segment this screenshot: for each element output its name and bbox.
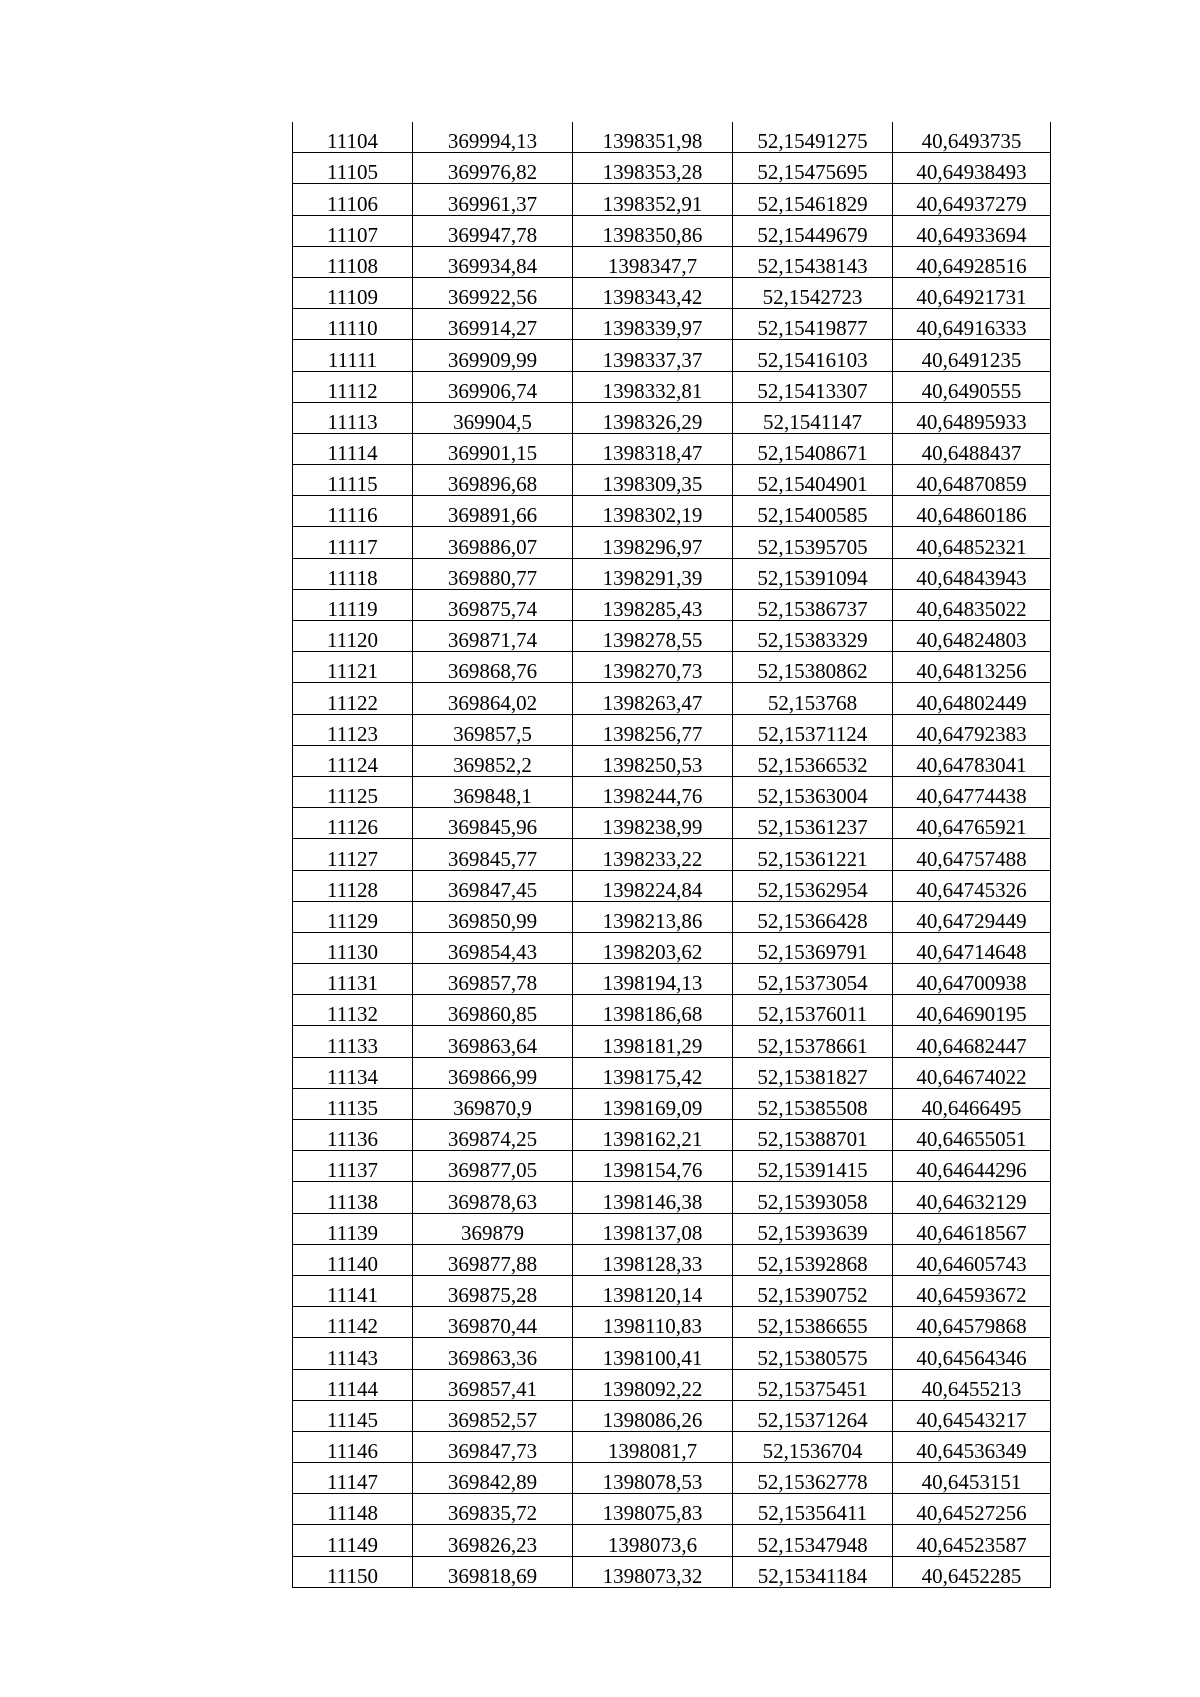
table-row: [293, 714, 1051, 745]
longitude-cell: 40,64916333: [893, 309, 1051, 340]
y-coordinate-cell: 1398169,09: [573, 1088, 733, 1119]
longitude-cell: 40,64527256: [893, 1494, 1051, 1525]
y-coordinate-cell: 1398073,32: [573, 1556, 733, 1587]
point-number-cell: 11113: [293, 402, 413, 433]
y-coordinate-cell: 1398073,6: [573, 1525, 733, 1556]
x-coordinate-cell: 369947,78: [413, 215, 573, 246]
point-number-cell: 11121: [293, 652, 413, 683]
table-row: [293, 1275, 1051, 1306]
y-coordinate-cell: 1398162,21: [573, 1120, 733, 1151]
point-number-cell: 11136: [293, 1120, 413, 1151]
longitude-cell: 40,64835022: [893, 589, 1051, 620]
y-coordinate-cell: 1398318,47: [573, 433, 733, 464]
y-coordinate-cell: 1398353,28: [573, 153, 733, 184]
latitude-cell: 52,15366532: [733, 745, 893, 776]
y-coordinate-cell: 1398186,68: [573, 995, 733, 1026]
table-row: [293, 932, 1051, 963]
latitude-cell: 52,15449679: [733, 215, 893, 246]
point-number-cell: 11117: [293, 527, 413, 558]
x-coordinate-cell: 369909,99: [413, 340, 573, 371]
latitude-cell: 52,15375451: [733, 1369, 893, 1400]
x-coordinate-cell: 369852,2: [413, 745, 573, 776]
longitude-cell: 40,64792383: [893, 714, 1051, 745]
y-coordinate-cell: 1398078,53: [573, 1463, 733, 1494]
longitude-cell: 40,6490555: [893, 371, 1051, 402]
longitude-cell: 40,64921731: [893, 277, 1051, 308]
latitude-cell: 52,15388701: [733, 1120, 893, 1151]
y-coordinate-cell: 1398120,14: [573, 1275, 733, 1306]
point-number-cell: 11143: [293, 1338, 413, 1369]
x-coordinate-cell: 369906,74: [413, 371, 573, 402]
longitude-cell: 40,64765921: [893, 808, 1051, 839]
latitude-cell: 52,15393639: [733, 1213, 893, 1244]
table-row: [293, 153, 1051, 184]
x-coordinate-cell: 369874,25: [413, 1120, 573, 1151]
longitude-cell: 40,6493735: [893, 122, 1051, 153]
table-row: [293, 1369, 1051, 1400]
x-coordinate-cell: 369877,05: [413, 1151, 573, 1182]
table-row: [293, 745, 1051, 776]
latitude-cell: 52,15371264: [733, 1400, 893, 1431]
point-number-cell: 11142: [293, 1307, 413, 1338]
table-row: [293, 122, 1051, 153]
point-number-cell: 11128: [293, 870, 413, 901]
point-number-cell: 11107: [293, 215, 413, 246]
x-coordinate-cell: 369850,99: [413, 901, 573, 932]
table-row: [293, 776, 1051, 807]
latitude-cell: 52,15391415: [733, 1151, 893, 1182]
y-coordinate-cell: 1398244,76: [573, 776, 733, 807]
x-coordinate-cell: 369847,73: [413, 1431, 573, 1462]
latitude-cell: 52,15419877: [733, 309, 893, 340]
latitude-cell: 52,15361221: [733, 839, 893, 870]
longitude-cell: 40,64523587: [893, 1525, 1051, 1556]
table-row: [293, 621, 1051, 652]
table-row: [293, 1556, 1051, 1587]
x-coordinate-cell: 369976,82: [413, 153, 573, 184]
longitude-cell: 40,64843943: [893, 558, 1051, 589]
y-coordinate-cell: 1398203,62: [573, 932, 733, 963]
table-row: [293, 1213, 1051, 1244]
table-row: [293, 1463, 1051, 1494]
latitude-cell: 52,15369791: [733, 932, 893, 963]
table-row: [293, 246, 1051, 277]
table-row: [293, 496, 1051, 527]
longitude-cell: 40,64655051: [893, 1120, 1051, 1151]
y-coordinate-cell: 1398146,38: [573, 1182, 733, 1213]
point-number-cell: 11147: [293, 1463, 413, 1494]
x-coordinate-cell: 369870,44: [413, 1307, 573, 1338]
table-row: [293, 371, 1051, 402]
x-coordinate-cell: 369901,15: [413, 433, 573, 464]
latitude-cell: 52,15395705: [733, 527, 893, 558]
table-row: [293, 558, 1051, 589]
latitude-cell: 52,15378661: [733, 1026, 893, 1057]
x-coordinate-cell: 369863,36: [413, 1338, 573, 1369]
longitude-cell: 40,64714648: [893, 932, 1051, 963]
table-row: [293, 1244, 1051, 1275]
latitude-cell: 52,15400585: [733, 496, 893, 527]
longitude-cell: 40,64564346: [893, 1338, 1051, 1369]
longitude-cell: 40,64783041: [893, 745, 1051, 776]
y-coordinate-cell: 1398339,97: [573, 309, 733, 340]
longitude-cell: 40,64579868: [893, 1307, 1051, 1338]
point-number-cell: 11124: [293, 745, 413, 776]
point-number-cell: 11137: [293, 1151, 413, 1182]
point-number-cell: 11141: [293, 1275, 413, 1306]
y-coordinate-cell: 1398213,86: [573, 901, 733, 932]
x-coordinate-cell: 369896,68: [413, 465, 573, 496]
latitude-cell: 52,15404901: [733, 465, 893, 496]
longitude-cell: 40,64774438: [893, 776, 1051, 807]
longitude-cell: 40,64690195: [893, 995, 1051, 1026]
table-row: [293, 1151, 1051, 1182]
table-row: [293, 808, 1051, 839]
y-coordinate-cell: 1398256,77: [573, 714, 733, 745]
longitude-cell: 40,64895933: [893, 402, 1051, 433]
point-number-cell: 11114: [293, 433, 413, 464]
latitude-cell: 52,15416103: [733, 340, 893, 371]
table-row: [293, 465, 1051, 496]
latitude-cell: 52,15361237: [733, 808, 893, 839]
point-number-cell: 11134: [293, 1057, 413, 1088]
y-coordinate-cell: 1398224,84: [573, 870, 733, 901]
longitude-cell: 40,64938493: [893, 153, 1051, 184]
point-number-cell: 11149: [293, 1525, 413, 1556]
y-coordinate-cell: 1398137,08: [573, 1213, 733, 1244]
latitude-cell: 52,15362954: [733, 870, 893, 901]
y-coordinate-cell: 1398110,83: [573, 1307, 733, 1338]
latitude-cell: 52,15386655: [733, 1307, 893, 1338]
point-number-cell: 11104: [293, 122, 413, 153]
point-number-cell: 11110: [293, 309, 413, 340]
latitude-cell: 52,15390752: [733, 1275, 893, 1306]
table-row: [293, 1400, 1051, 1431]
x-coordinate-cell: 369864,02: [413, 683, 573, 714]
latitude-cell: 52,1542723: [733, 277, 893, 308]
y-coordinate-cell: 1398128,33: [573, 1244, 733, 1275]
longitude-cell: 40,64813256: [893, 652, 1051, 683]
x-coordinate-cell: 369891,66: [413, 496, 573, 527]
y-coordinate-cell: 1398326,29: [573, 402, 733, 433]
x-coordinate-cell: 369857,5: [413, 714, 573, 745]
x-coordinate-cell: 369863,64: [413, 1026, 573, 1057]
table-row: [293, 839, 1051, 870]
x-coordinate-cell: 369847,45: [413, 870, 573, 901]
table-row: [293, 870, 1051, 901]
y-coordinate-cell: 1398285,43: [573, 589, 733, 620]
latitude-cell: 52,15356411: [733, 1494, 893, 1525]
point-number-cell: 11138: [293, 1182, 413, 1213]
longitude-cell: 40,64618567: [893, 1213, 1051, 1244]
x-coordinate-cell: 369870,9: [413, 1088, 573, 1119]
table-row: [293, 527, 1051, 558]
longitude-cell: 40,64852321: [893, 527, 1051, 558]
longitude-cell: 40,6453151: [893, 1463, 1051, 1494]
point-number-cell: 11127: [293, 839, 413, 870]
latitude-cell: 52,15408671: [733, 433, 893, 464]
latitude-cell: 52,15391094: [733, 558, 893, 589]
y-coordinate-cell: 1398250,53: [573, 745, 733, 776]
longitude-cell: 40,64757488: [893, 839, 1051, 870]
longitude-cell: 40,64700938: [893, 964, 1051, 995]
y-coordinate-cell: 1398263,47: [573, 683, 733, 714]
table-row: [293, 589, 1051, 620]
x-coordinate-cell: 369875,28: [413, 1275, 573, 1306]
x-coordinate-cell: 369854,43: [413, 932, 573, 963]
table-row: [293, 215, 1051, 246]
x-coordinate-cell: 369886,07: [413, 527, 573, 558]
latitude-cell: 52,15491275: [733, 122, 893, 153]
point-number-cell: 11130: [293, 932, 413, 963]
x-coordinate-cell: 369826,23: [413, 1525, 573, 1556]
longitude-cell: 40,64860186: [893, 496, 1051, 527]
y-coordinate-cell: 1398291,39: [573, 558, 733, 589]
latitude-cell: 52,15461829: [733, 184, 893, 215]
point-number-cell: 11105: [293, 153, 413, 184]
longitude-cell: 40,64543217: [893, 1400, 1051, 1431]
x-coordinate-cell: 369860,85: [413, 995, 573, 1026]
longitude-cell: 40,6491235: [893, 340, 1051, 371]
latitude-cell: 52,15385508: [733, 1088, 893, 1119]
y-coordinate-cell: 1398181,29: [573, 1026, 733, 1057]
y-coordinate-cell: 1398278,55: [573, 621, 733, 652]
point-number-cell: 11120: [293, 621, 413, 652]
point-number-cell: 11123: [293, 714, 413, 745]
table-row: [293, 652, 1051, 683]
latitude-cell: 52,15347948: [733, 1525, 893, 1556]
x-coordinate-cell: 369848,1: [413, 776, 573, 807]
y-coordinate-cell: 1398092,22: [573, 1369, 733, 1400]
y-coordinate-cell: 1398309,35: [573, 465, 733, 496]
table-row: [293, 1088, 1051, 1119]
longitude-cell: 40,64802449: [893, 683, 1051, 714]
latitude-cell: 52,15373054: [733, 964, 893, 995]
y-coordinate-cell: 1398194,13: [573, 964, 733, 995]
point-number-cell: 11131: [293, 964, 413, 995]
x-coordinate-cell: 369866,99: [413, 1057, 573, 1088]
table-row: [293, 433, 1051, 464]
y-coordinate-cell: 1398332,81: [573, 371, 733, 402]
longitude-cell: 40,64937279: [893, 184, 1051, 215]
y-coordinate-cell: 1398296,97: [573, 527, 733, 558]
latitude-cell: 52,15475695: [733, 153, 893, 184]
longitude-cell: 40,64605743: [893, 1244, 1051, 1275]
point-number-cell: 11129: [293, 901, 413, 932]
table-row: [293, 1057, 1051, 1088]
x-coordinate-cell: 369880,77: [413, 558, 573, 589]
point-number-cell: 11133: [293, 1026, 413, 1057]
y-coordinate-cell: 1398175,42: [573, 1057, 733, 1088]
latitude-cell: 52,15341184: [733, 1556, 893, 1587]
latitude-cell: 52,15376011: [733, 995, 893, 1026]
point-number-cell: 11145: [293, 1400, 413, 1431]
longitude-cell: 40,64928516: [893, 246, 1051, 277]
y-coordinate-cell: 1398154,76: [573, 1151, 733, 1182]
longitude-cell: 40,64870859: [893, 465, 1051, 496]
latitude-cell: 52,15438143: [733, 246, 893, 277]
y-coordinate-cell: 1398347,7: [573, 246, 733, 277]
longitude-cell: 40,64933694: [893, 215, 1051, 246]
latitude-cell: 52,15380575: [733, 1338, 893, 1369]
table-row: [293, 901, 1051, 932]
table-row: [293, 995, 1051, 1026]
table-row: [293, 277, 1051, 308]
longitude-cell: 40,64593672: [893, 1275, 1051, 1306]
latitude-cell: 52,1536704: [733, 1431, 893, 1462]
x-coordinate-cell: 369922,56: [413, 277, 573, 308]
point-number-cell: 11115: [293, 465, 413, 496]
point-number-cell: 11139: [293, 1213, 413, 1244]
x-coordinate-cell: 369961,37: [413, 184, 573, 215]
coordinates-table-body: [293, 122, 1051, 1587]
point-number-cell: 11111: [293, 340, 413, 371]
point-number-cell: 11116: [293, 496, 413, 527]
latitude-cell: 52,15371124: [733, 714, 893, 745]
latitude-cell: 52,15393058: [733, 1182, 893, 1213]
x-coordinate-cell: 369871,74: [413, 621, 573, 652]
longitude-cell: 40,64824803: [893, 621, 1051, 652]
point-number-cell: 11108: [293, 246, 413, 277]
table-row: [293, 1120, 1051, 1151]
point-number-cell: 11135: [293, 1088, 413, 1119]
y-coordinate-cell: 1398343,42: [573, 277, 733, 308]
latitude-cell: 52,15381827: [733, 1057, 893, 1088]
longitude-cell: 40,64674022: [893, 1057, 1051, 1088]
x-coordinate-cell: 369842,89: [413, 1463, 573, 1494]
latitude-cell: 52,15383329: [733, 621, 893, 652]
latitude-cell: 52,153768: [733, 683, 893, 714]
point-number-cell: 11132: [293, 995, 413, 1026]
table-row: [293, 1431, 1051, 1462]
x-coordinate-cell: 369879: [413, 1213, 573, 1244]
x-coordinate-cell: 369904,5: [413, 402, 573, 433]
y-coordinate-cell: 1398075,83: [573, 1494, 733, 1525]
x-coordinate-cell: 369914,27: [413, 309, 573, 340]
longitude-cell: 40,64536349: [893, 1431, 1051, 1462]
longitude-cell: 40,64682447: [893, 1026, 1051, 1057]
table-row: [293, 1338, 1051, 1369]
table-row: [293, 184, 1051, 215]
table-row: [293, 1026, 1051, 1057]
x-coordinate-cell: 369994,13: [413, 122, 573, 153]
table-row: [293, 1494, 1051, 1525]
x-coordinate-cell: 369845,96: [413, 808, 573, 839]
y-coordinate-cell: 1398350,86: [573, 215, 733, 246]
y-coordinate-cell: 1398270,73: [573, 652, 733, 683]
y-coordinate-cell: 1398081,7: [573, 1431, 733, 1462]
x-coordinate-cell: 369852,57: [413, 1400, 573, 1431]
table-row: [293, 683, 1051, 714]
table-row: [293, 340, 1051, 371]
latitude-cell: 52,15392868: [733, 1244, 893, 1275]
longitude-cell: 40,64644296: [893, 1151, 1051, 1182]
point-number-cell: 11126: [293, 808, 413, 839]
x-coordinate-cell: 369857,78: [413, 964, 573, 995]
latitude-cell: 52,15363004: [733, 776, 893, 807]
x-coordinate-cell: 369878,63: [413, 1182, 573, 1213]
point-number-cell: 11144: [293, 1369, 413, 1400]
table-row: [293, 964, 1051, 995]
y-coordinate-cell: 1398238,99: [573, 808, 733, 839]
x-coordinate-cell: 369835,72: [413, 1494, 573, 1525]
latitude-cell: 52,15386737: [733, 589, 893, 620]
table-row: [293, 402, 1051, 433]
longitude-cell: 40,6452285: [893, 1556, 1051, 1587]
x-coordinate-cell: 369934,84: [413, 246, 573, 277]
point-number-cell: 11125: [293, 776, 413, 807]
point-number-cell: 11140: [293, 1244, 413, 1275]
point-number-cell: 11118: [293, 558, 413, 589]
latitude-cell: 52,15362778: [733, 1463, 893, 1494]
x-coordinate-cell: 369868,76: [413, 652, 573, 683]
x-coordinate-cell: 369875,74: [413, 589, 573, 620]
latitude-cell: 52,1541147: [733, 402, 893, 433]
y-coordinate-cell: 1398351,98: [573, 122, 733, 153]
x-coordinate-cell: 369845,77: [413, 839, 573, 870]
point-number-cell: 11150: [293, 1556, 413, 1587]
y-coordinate-cell: 1398086,26: [573, 1400, 733, 1431]
latitude-cell: 52,15413307: [733, 371, 893, 402]
y-coordinate-cell: 1398100,41: [573, 1338, 733, 1369]
point-number-cell: 11119: [293, 589, 413, 620]
y-coordinate-cell: 1398352,91: [573, 184, 733, 215]
latitude-cell: 52,15380862: [733, 652, 893, 683]
x-coordinate-cell: 369818,69: [413, 1556, 573, 1587]
x-coordinate-cell: 369857,41: [413, 1369, 573, 1400]
longitude-cell: 40,6466495: [893, 1088, 1051, 1119]
x-coordinate-cell: 369877,88: [413, 1244, 573, 1275]
point-number-cell: 11148: [293, 1494, 413, 1525]
point-number-cell: 11122: [293, 683, 413, 714]
longitude-cell: 40,6488437: [893, 433, 1051, 464]
table-row: [293, 1182, 1051, 1213]
table-row: [293, 1307, 1051, 1338]
table-row: [293, 309, 1051, 340]
coordinates-table: [292, 122, 1051, 1588]
y-coordinate-cell: 1398337,37: [573, 340, 733, 371]
longitude-cell: 40,64729449: [893, 901, 1051, 932]
y-coordinate-cell: 1398233,22: [573, 839, 733, 870]
longitude-cell: 40,6455213: [893, 1369, 1051, 1400]
point-number-cell: 11146: [293, 1431, 413, 1462]
point-number-cell: 11112: [293, 371, 413, 402]
point-number-cell: 11106: [293, 184, 413, 215]
latitude-cell: 52,15366428: [733, 901, 893, 932]
point-number-cell: 11109: [293, 277, 413, 308]
table-row: [293, 1525, 1051, 1556]
y-coordinate-cell: 1398302,19: [573, 496, 733, 527]
longitude-cell: 40,64745326: [893, 870, 1051, 901]
longitude-cell: 40,64632129: [893, 1182, 1051, 1213]
